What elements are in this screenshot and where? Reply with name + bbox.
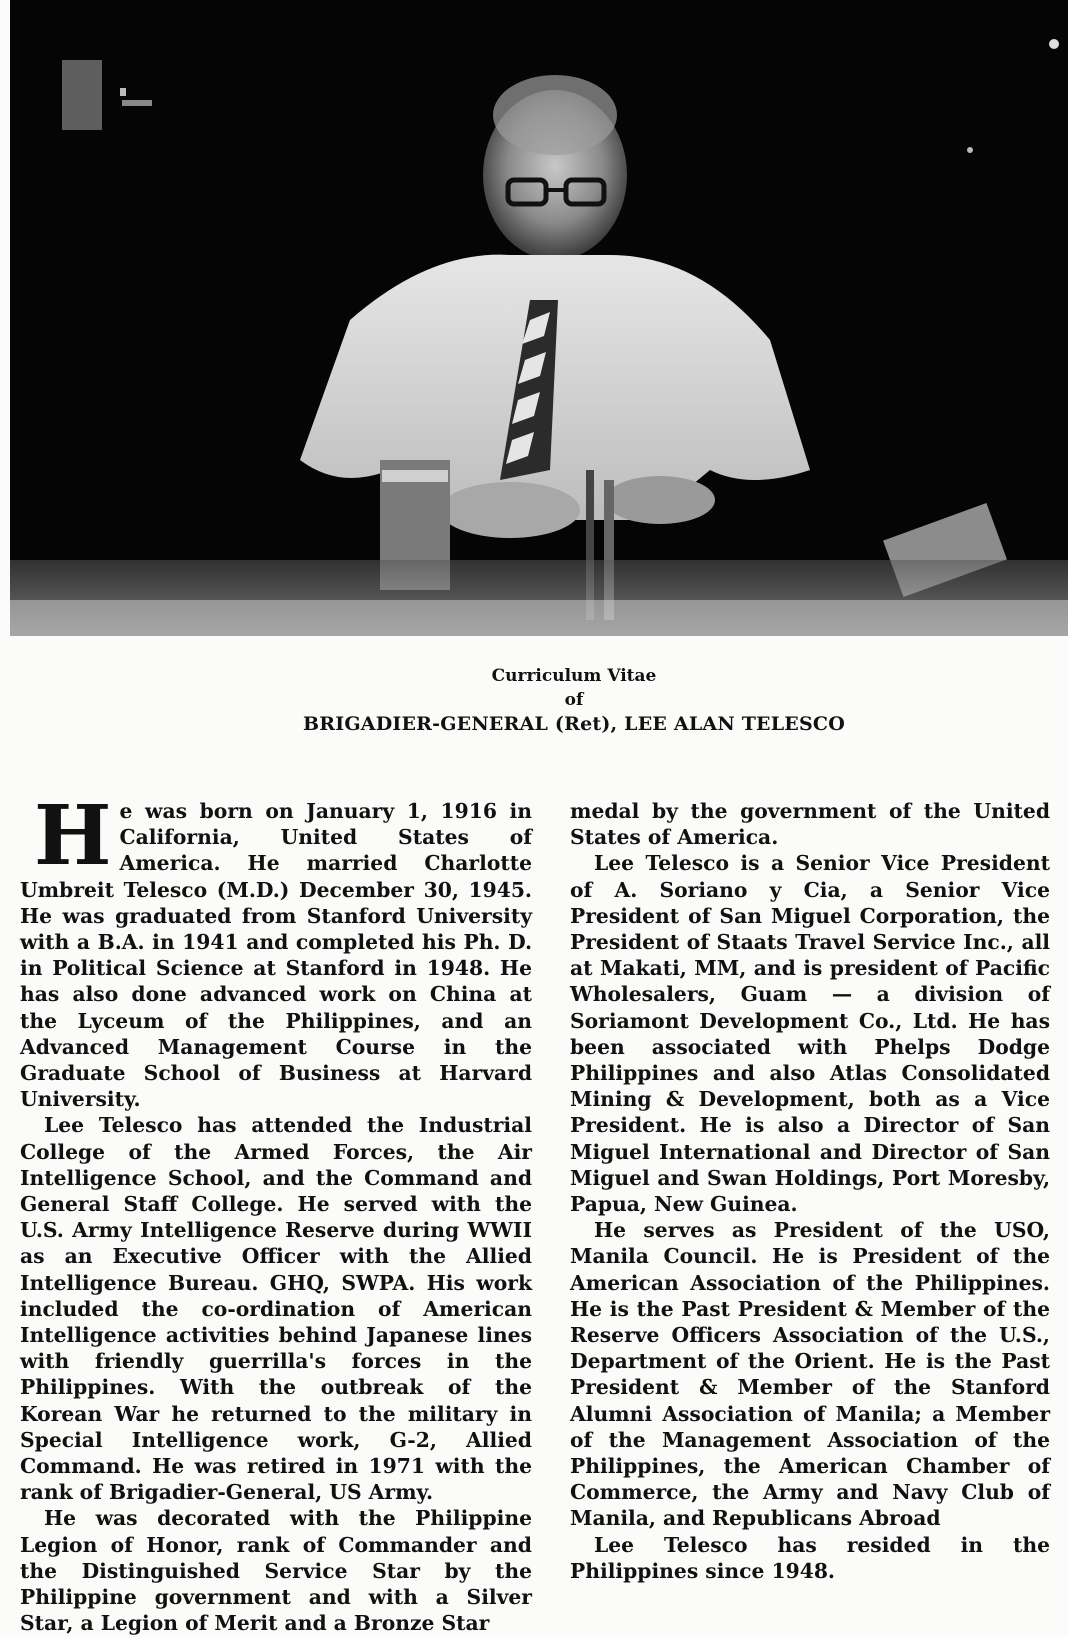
paragraph: Lee Telesco has attended the Industrial College of the Armed Forces, the Air Intelligence School, and the Command and General Staff College. He served with the U.S. Army Intelligence Reserve during WWII as an Executive Officer with the Allied Intelligence Bureau. GHQ, SWPA. His work included the co-ordination of American Intelligence activities behind Japanese lines with friendly guerrilla's forces in the Philippines. With the outbreak of the Korean War he returned to the military in Special Intelligence work, G-2, Allied Command. He was retired in 1971 with the rank of Brigadier-General, US Army. xyxy=(20,1113,532,1505)
article-column-right xyxy=(570,798,1050,1583)
document-title: Curriculum Vitae xyxy=(491,666,657,686)
title-block xyxy=(0,664,1068,736)
article-column-left xyxy=(20,788,532,1636)
paragraph: Lee Telesco is a Senior Vice President of A. Soriano y Cia, a Senior Vice President of San Miguel Corporation, the President of Staats Travel Service Inc., all at Makati, MM, and is president of Pacific Wholesalers, Guam — a division of Soriamont Development Co., Ltd. He has been associated with Phelps Dodge Philippines and also Atlas Consolidated Mining & Development, both as a Vice President. He is also a Director of San Miguel International and Director of San Miguel and Swan Holdings, Port Moresby, Papua, New Guinea. xyxy=(570,851,1050,1217)
paragraph: medal by the government of the United States of America. xyxy=(570,799,1050,850)
article-body xyxy=(20,788,1050,1636)
portrait-photo xyxy=(10,0,1068,636)
document-title-of: of xyxy=(564,690,584,710)
portrait-photo-graphic xyxy=(10,0,1068,636)
paragraph: He was decorated with the Philippine Legion of Honor, rank of Commander and the Distinguished Service Star by the Philippine government and with a Silver Star, a Legion of Merit and a Bronze Star xyxy=(20,1506,532,1636)
paragraph-text: e was born on January 1, 1916 in California, United States of America. He married Charlotte Umbreit Telesco (M.D.) December 30, 1945. He was graduated from Stanford University with a B.A. in 1941 and completed his Ph. D. in Political Science at Stanford in 1948. He has also done advanced work on China at the Lyceum of the Philippines, and an Advanced Management Course in the Graduate School of Business at Harvard University. xyxy=(20,799,532,1112)
paragraph xyxy=(20,788,532,1112)
paragraph: He serves as President of the USO, Manila Council. He is President of the American Association of the Philippines. He is the Past President & Member of the Reserve Officers Association of the U.S., Department of the Orient. He is the Past President & Member of the Stanford Alumni Association of Manila; a Member of the Management Association of the Philippines, the American Chamber of Commerce, the Army and Navy Club of Manila, and Republicans Abroad xyxy=(570,1218,1050,1531)
drop-cap: H xyxy=(34,788,112,884)
document-subject: BRIGADIER-GENERAL (Ret), LEE ALAN TELESCO xyxy=(303,713,845,735)
paragraph: Lee Telesco has resided in the Philippines since 1948. xyxy=(570,1532,1050,1583)
